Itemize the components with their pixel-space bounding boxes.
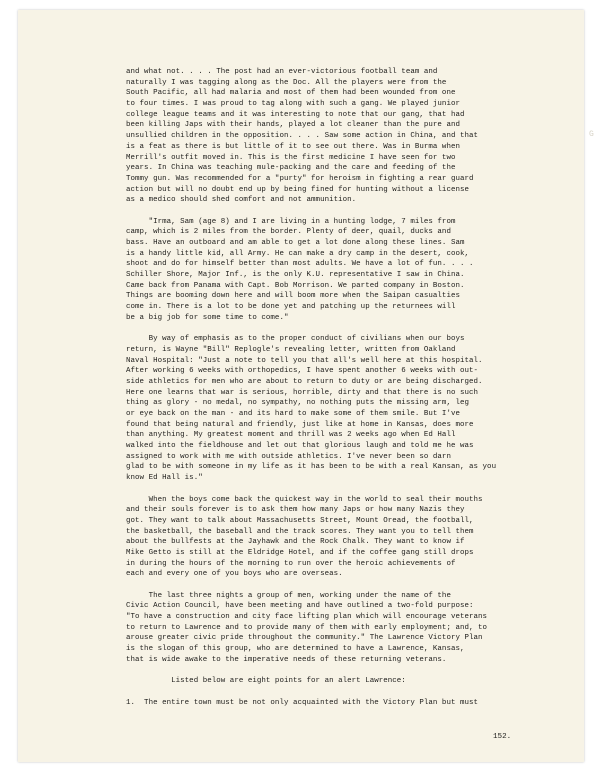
text-line: or eye back on the man - and its hard to make some of them smile. But I've — [126, 410, 460, 418]
paragraph — [126, 495, 566, 581]
paragraph — [126, 698, 566, 709]
text-line: Listed below are eight points for an alert Lawrence: — [126, 677, 406, 686]
page-number: 152. — [493, 733, 512, 741]
text-line: "To have a construction and city face lifting plan which will encourage veterans — [126, 613, 488, 622]
text-line: and what not. . . . The post had an ever-victorious football team and — [126, 68, 438, 76]
text-line: arouse greater civic pride throughout the community." The Lawrence Victory Plan — [126, 634, 483, 643]
text-line: Civic Action Council, have been meeting and have outlined a two-fold purpose: — [126, 602, 474, 611]
text-line: Things are booming down here and will boom more when the Saipan casualties — [126, 292, 460, 301]
text-line: been killing Japs with their hands, played a lot cleaner than the pure and — [126, 121, 460, 130]
text-line: about the bullfests at the Jayhawk and the Rock Chalk. They want to know if — [126, 538, 465, 547]
paragraph — [126, 67, 566, 206]
paragraph — [126, 334, 566, 484]
text-line: Tommy gun. Was recommended for a "purty" for heroism in fighting a rear guard — [126, 174, 474, 183]
text-line: years. In China was teaching mule-packing and the care and feeding of the — [126, 164, 456, 173]
text-line: each and every one of you boys who are overseas. — [126, 570, 343, 579]
text-line: walked into the fieldhouse and let out that glorious laugh and told me he was — [126, 442, 474, 451]
text-line: that is wide awake to the imperative needs of these returning veterans. — [126, 655, 447, 664]
paragraph-gap — [126, 324, 566, 335]
text-line: is the slogan of this group, who are determined to have a Lawrence, Kansas, — [126, 645, 465, 654]
text-line: glad to be with someone in my life as it has been to be with a real Kansan, as you — [126, 463, 497, 472]
text-line: shoot and do for himself better than most adults. We have a lot of fun. . . . — [126, 260, 474, 269]
text-line: college league teams and it was interesting to note that our gang, that had — [126, 110, 465, 119]
text-line: 1. The entire town must be not only acquainted with the Victory Plan but must — [126, 698, 479, 707]
paragraph — [126, 676, 566, 687]
text-line: Mike Getto is still at the Eldridge Hotel, and if the coffee gang still drops — [126, 548, 474, 557]
text-line: camp, which is 2 miles from the border. Plenty of deer, quail, ducks and — [126, 228, 451, 237]
text-line: assigned to work with me with outside athletics. I've never been so darn — [126, 452, 451, 461]
text-line: naturally I was tagging along as the Doc. All the players were from the — [126, 78, 447, 87]
paragraph — [126, 217, 566, 324]
text-line: When the boys come back the quickest way in the world to seal their mouths — [126, 495, 483, 504]
text-line: unsullied children in the opposition. . . . Saw some action in China, and that — [126, 132, 479, 141]
edge-mark: G — [589, 130, 594, 139]
text-line: Merrill's outfit moved in. This is the first medicine I have seen for two — [126, 153, 456, 162]
text-line: know Ed Hall is." — [126, 474, 203, 483]
text-line: "Irma, Sam (age 8) and I are living in a hunting lodge, 7 miles from — [126, 217, 456, 226]
text-line: return, is Wayne "Bill" Replogle's revealing letter, written from Oakland — [126, 345, 456, 354]
text-line: side athletics for men who are about to return to duty or are being discharged. — [126, 377, 483, 386]
text-line: than anything. My greatest moment and thrill was 2 weeks ago when Ed Hall — [126, 431, 456, 440]
text-line: Schiller Shore, Major Inf., is the only K.U. representative I saw in China. — [126, 271, 465, 280]
text-line: Came back from Panama with Capt. Bob Morrison. We parted company in Boston. — [126, 281, 465, 290]
paragraph-gap — [126, 580, 566, 591]
text-line: and their souls forever is to ask them how many Japs or how many Nazis they — [126, 506, 465, 515]
text-line: action but will no doubt end up by being fined for hunting without a license — [126, 185, 470, 194]
text-line: thing as glory - no medal, no sympathy, no nothing puts the missing arm, leg — [126, 399, 470, 408]
text-line: to return to Lawrence and to provide many of them with early employment; and, to — [126, 623, 488, 632]
typewritten-body — [126, 67, 566, 708]
text-line: bass. Have an outboard and am able to get a lot done along these lines. Sam — [126, 239, 465, 247]
text-line: South Pacific, all had malaria and most of them had been wounded from one — [126, 89, 456, 98]
text-line: got. They want to talk about Massachusetts Street, Mount Oread, the football, — [126, 516, 474, 525]
paragraph — [126, 591, 566, 666]
paragraph-gap — [126, 206, 566, 217]
text-line: The last three nights a group of men, working under the name of the — [126, 591, 451, 600]
text-line: found that being natural and friendly, just like at home in Kansas, does more — [126, 420, 474, 429]
text-line: the basketball, the baseball and the track scores. They want you to tell them — [126, 527, 474, 536]
text-line: is a feat as there is but little of it to see out there. Was in Burma when — [126, 142, 460, 151]
text-line: After working 6 weeks with orthopedics, I have spent another 6 weeks with out- — [126, 367, 479, 376]
text-line: is a handy little kid, all Army. He can make a dry camp in the desert, cook, — [126, 249, 470, 258]
paragraph-gap — [126, 687, 566, 698]
text-line: as a medico should shed comfort and not ammunition. — [126, 196, 357, 205]
text-line: Here one learns that war is serious, horrible, dirty and that there is no such — [126, 388, 479, 397]
paragraph-gap — [126, 666, 566, 677]
text-line: come in. There is a lot to be done yet and patching up the returnees will — [126, 303, 456, 312]
paragraph-gap — [126, 484, 566, 495]
text-line: to four times. I was proud to tag along with such a gang. We played junior — [126, 100, 460, 109]
text-line: in during the hours of the morning to run over the heroic achievements of — [126, 559, 456, 568]
text-line: Naval Hospital: "Just a note to tell you that all's well here at this hospital. — [126, 356, 483, 365]
text-line: By way of emphasis as to the proper conduct of civilians when our boys — [126, 335, 465, 344]
text-line: be a big job for some time to come." — [126, 313, 289, 322]
document-page — [18, 10, 594, 762]
